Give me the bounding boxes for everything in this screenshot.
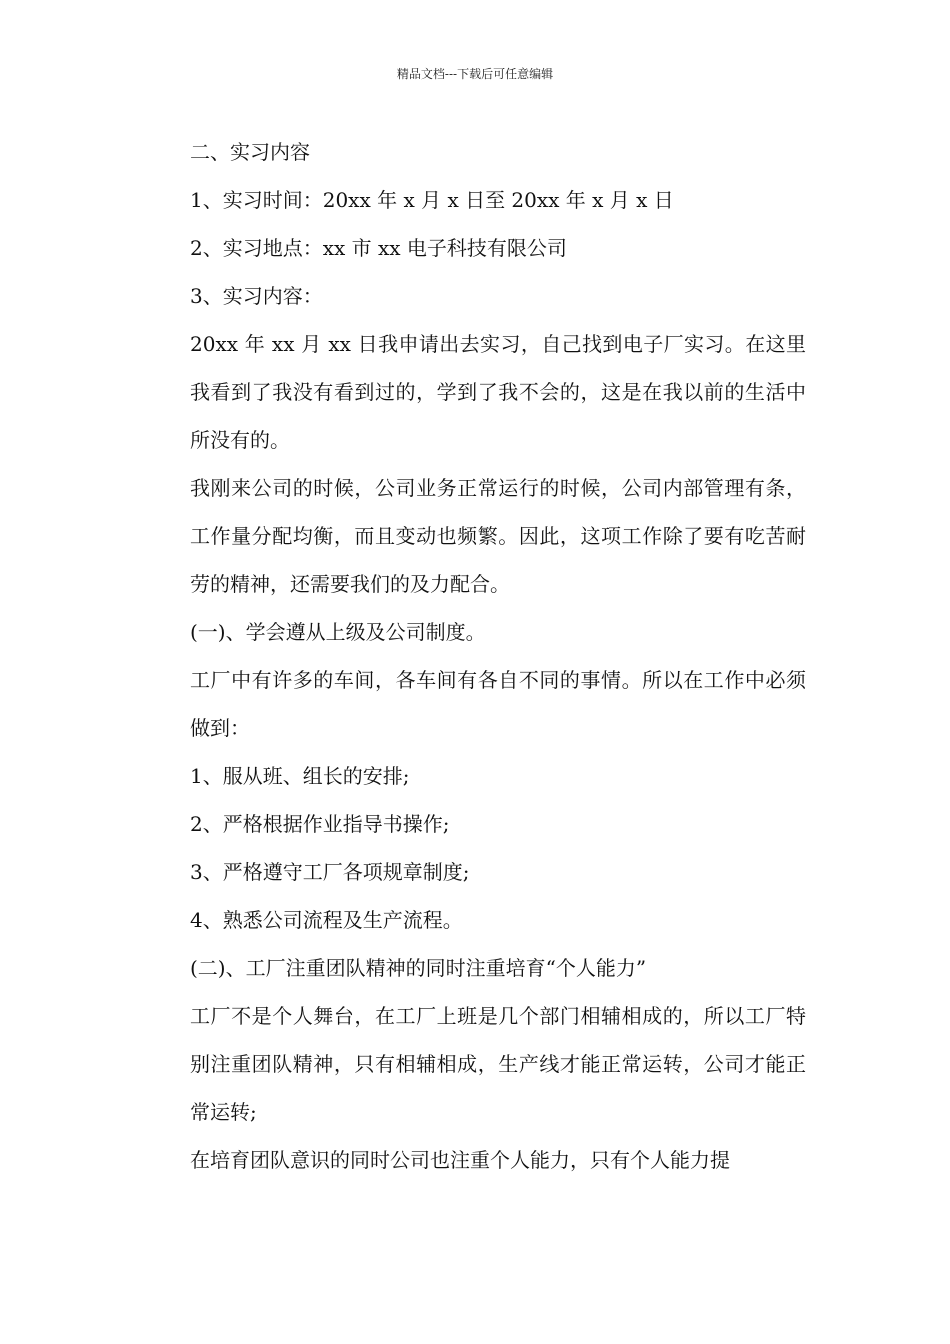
document-body [146, 128, 806, 1184]
paragraph-3: 工厂中有许多的车间，各车间有各自不同的事情。所以在工作中必须做到： [190, 668, 806, 740]
paragraph-1: 20xx 年 xx 月 xx 日我申请出去实习，自己找到电子厂实习。在这里我看到了我没有看到过的，学到了我不会的，这是在我以前的生活中所没有的。 [190, 332, 806, 452]
list-item: 4、熟悉公司流程及生产流程。 [190, 908, 463, 932]
internship-content-label: 3、实习内容： [190, 284, 323, 308]
internship-place: 2、实习地点：xx 市 xx 电子科技有限公司 [190, 236, 567, 260]
internship-time: 1、实习时间：20xx 年 x 月 x 日至 20xx 年 x 月 x 日 [190, 188, 674, 212]
paragraph-5: 在培育团队意识的同时公司也注重个人能力，只有个人能力提 [190, 1148, 730, 1172]
page-header: 精品文档---下载后可任意编辑 [396, 67, 554, 81]
paragraph-4: 工厂不是个人舞台，在工厂上班是几个部门相辅相成的，所以工厂特别注重团队精神，只有相辅相成，生产线才能正常运转，公司才能正常运转; [190, 1004, 806, 1124]
list-item: 2、严格根据作业指导书操作; [190, 812, 450, 836]
paragraph-2: 我刚来公司的时候，公司业务正常运行的时候，公司内部管理有条，工作量分配均衡，而且变动也频繁。因此，这项工作除了要有吃苦耐劳的精神，还需要我们的及力配合。 [190, 476, 806, 596]
list-item: 1、服从班、组长的安排; [190, 764, 410, 788]
list-item: 3、严格遵守工厂各项规章制度; [190, 860, 470, 884]
section-title: 二、实习内容 [190, 140, 310, 164]
subsection-2-title: (二)、工厂注重团队精神的同时注重培育“个人能力” [190, 956, 647, 980]
subsection-1-title: (一)、学会遵从上级及公司制度。 [190, 620, 486, 644]
